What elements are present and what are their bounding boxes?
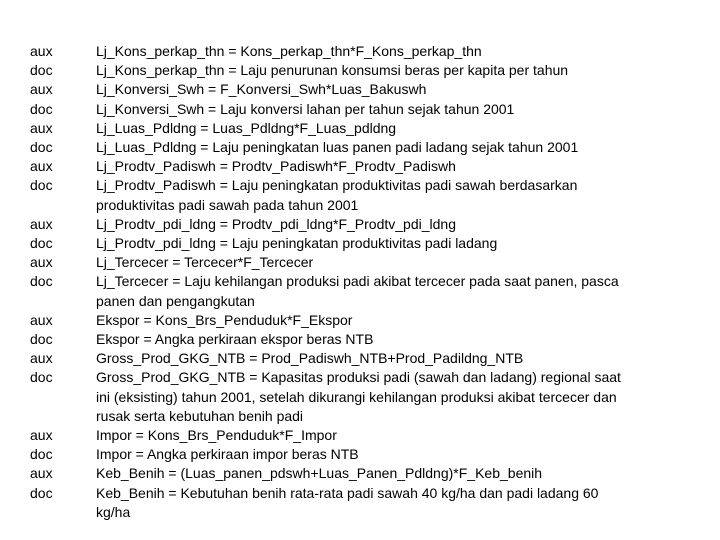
row-text: ini (eksisting) tahun 2001, setelah dikurangi kehilangan produksi akibat tercecer dan bbox=[96, 388, 617, 405]
definition-row bbox=[30, 464, 710, 483]
row-text: produktivitas padi sawah pada tahun 2001 bbox=[96, 196, 359, 213]
definition-row bbox=[30, 100, 710, 119]
row-text: rusak serta kebutuhan benih padi bbox=[96, 407, 304, 424]
equation-listing bbox=[30, 42, 710, 522]
row-text: Lj_Luas_Pdldng = Luas_Pdldng*F_Luas_pdldng bbox=[96, 119, 397, 136]
continuation-row bbox=[30, 196, 710, 215]
definition-row bbox=[30, 42, 710, 61]
definition-row bbox=[30, 349, 710, 368]
row-type-label: doc bbox=[30, 369, 53, 386]
definition-row bbox=[30, 330, 710, 349]
row-text: Keb_Benih = (Luas_panen_pdswh+Luas_Panen_Pdldng)*F_Keb_benih bbox=[96, 465, 543, 482]
row-type-label: aux bbox=[30, 43, 53, 59]
row-text: Lj_Tercecer = Tercecer*F_Tercecer bbox=[96, 254, 314, 271]
row-text: Lj_Kons_perkap_thn = Kons_perkap_thn*F_Kons_perkap_thn bbox=[96, 43, 482, 59]
row-type-label: aux bbox=[30, 427, 53, 444]
row-text: Impor = Kons_Brs_Penduduk*F_Impor bbox=[96, 427, 337, 444]
row-type-label: doc bbox=[30, 177, 53, 194]
definition-row bbox=[30, 80, 710, 99]
row-text: Lj_Tercecer = Laju kehilangan produksi padi akibat tercecer pada saat panen, pasca bbox=[96, 273, 619, 290]
row-text: panen dan pengangkutan bbox=[96, 292, 255, 309]
row-type-label: doc bbox=[30, 484, 53, 501]
definition-row bbox=[30, 426, 710, 445]
row-text: Lj_Luas_Pdldng = Laju peningkatan luas panen padi ladang sejak tahun 2001 bbox=[96, 139, 579, 156]
definition-row bbox=[30, 176, 710, 195]
continuation-row bbox=[30, 388, 710, 407]
row-type-label: doc bbox=[30, 235, 53, 252]
definition-row bbox=[30, 311, 710, 330]
row-type-label: doc bbox=[30, 62, 53, 79]
row-type-label bbox=[30, 388, 96, 407]
row-type-label bbox=[30, 292, 96, 311]
row-type-label: aux bbox=[30, 215, 53, 232]
row-text: Lj_Prodtv_Padiswh = Laju peningkatan produktivitas padi sawah berdasarkan bbox=[96, 177, 578, 194]
row-type-label: doc bbox=[30, 446, 53, 463]
row-text: Lj_Kons_perkap_thn = Laju penurunan konsumsi beras per kapita per tahun bbox=[96, 62, 569, 79]
row-type-label: aux bbox=[30, 465, 53, 482]
row-type-label bbox=[30, 407, 96, 426]
definition-row bbox=[30, 234, 710, 253]
row-type-label: doc bbox=[30, 331, 53, 348]
row-type-label: aux bbox=[30, 350, 53, 367]
definition-row bbox=[30, 215, 710, 234]
definition-row bbox=[30, 253, 710, 272]
row-type-label: aux bbox=[30, 158, 53, 175]
row-type-label: aux bbox=[30, 311, 53, 328]
continuation-row bbox=[30, 503, 710, 522]
definition-row bbox=[30, 119, 710, 138]
continuation-row bbox=[30, 407, 710, 426]
row-type-label: doc bbox=[30, 273, 53, 290]
row-text: Lj_Konversi_Swh = Laju konversi lahan per tahun sejak tahun 2001 bbox=[96, 100, 515, 117]
row-type-label bbox=[30, 196, 96, 215]
row-type-label: aux bbox=[30, 81, 53, 98]
definition-row bbox=[30, 272, 710, 291]
row-type-label: doc bbox=[30, 139, 53, 156]
row-text: kg/ha bbox=[96, 503, 131, 520]
row-text: Lj_Prodtv_Padiswh = Prodtv_Padiswh*F_Prodtv_Padiswh bbox=[96, 158, 456, 175]
row-text: Lj_Prodtv_pdi_ldng = Laju peningkatan produktivitas padi ladang bbox=[96, 235, 498, 252]
definition-row bbox=[30, 445, 710, 464]
definition-row bbox=[30, 368, 710, 387]
row-type-label bbox=[30, 503, 96, 522]
row-text: Impor = Angka perkiraan impor beras NTB bbox=[96, 446, 359, 463]
continuation-row bbox=[30, 292, 710, 311]
row-text: Gross_Prod_GKG_NTB = Prod_Padiswh_NTB+Prod_Padildng_NTB bbox=[96, 350, 524, 367]
definition-row bbox=[30, 157, 710, 176]
row-type-label: aux bbox=[30, 254, 53, 271]
row-text: Ekspor = Angka perkiraan ekspor beras NTB bbox=[96, 331, 374, 348]
row-text: Keb_Benih = Kebutuhan benih rata-rata padi sawah 40 kg/ha dan padi ladang 60 bbox=[96, 484, 599, 501]
row-text: Lj_Konversi_Swh = F_Konversi_Swh*Luas_Bakuswh bbox=[96, 81, 427, 98]
definition-row bbox=[30, 484, 710, 503]
definition-row bbox=[30, 61, 710, 80]
definition-row bbox=[30, 138, 710, 157]
row-type-label: doc bbox=[30, 100, 53, 117]
row-text: Ekspor = Kons_Brs_Penduduk*F_Ekspor bbox=[96, 311, 353, 328]
row-text: Lj_Prodtv_pdi_ldng = Prodtv_pdi_ldng*F_Prodtv_pdi_ldng bbox=[96, 215, 456, 232]
row-text: Gross_Prod_GKG_NTB = Kapasitas produksi padi (sawah dan ladang) regional saat bbox=[96, 369, 621, 386]
row-type-label: aux bbox=[30, 119, 53, 136]
